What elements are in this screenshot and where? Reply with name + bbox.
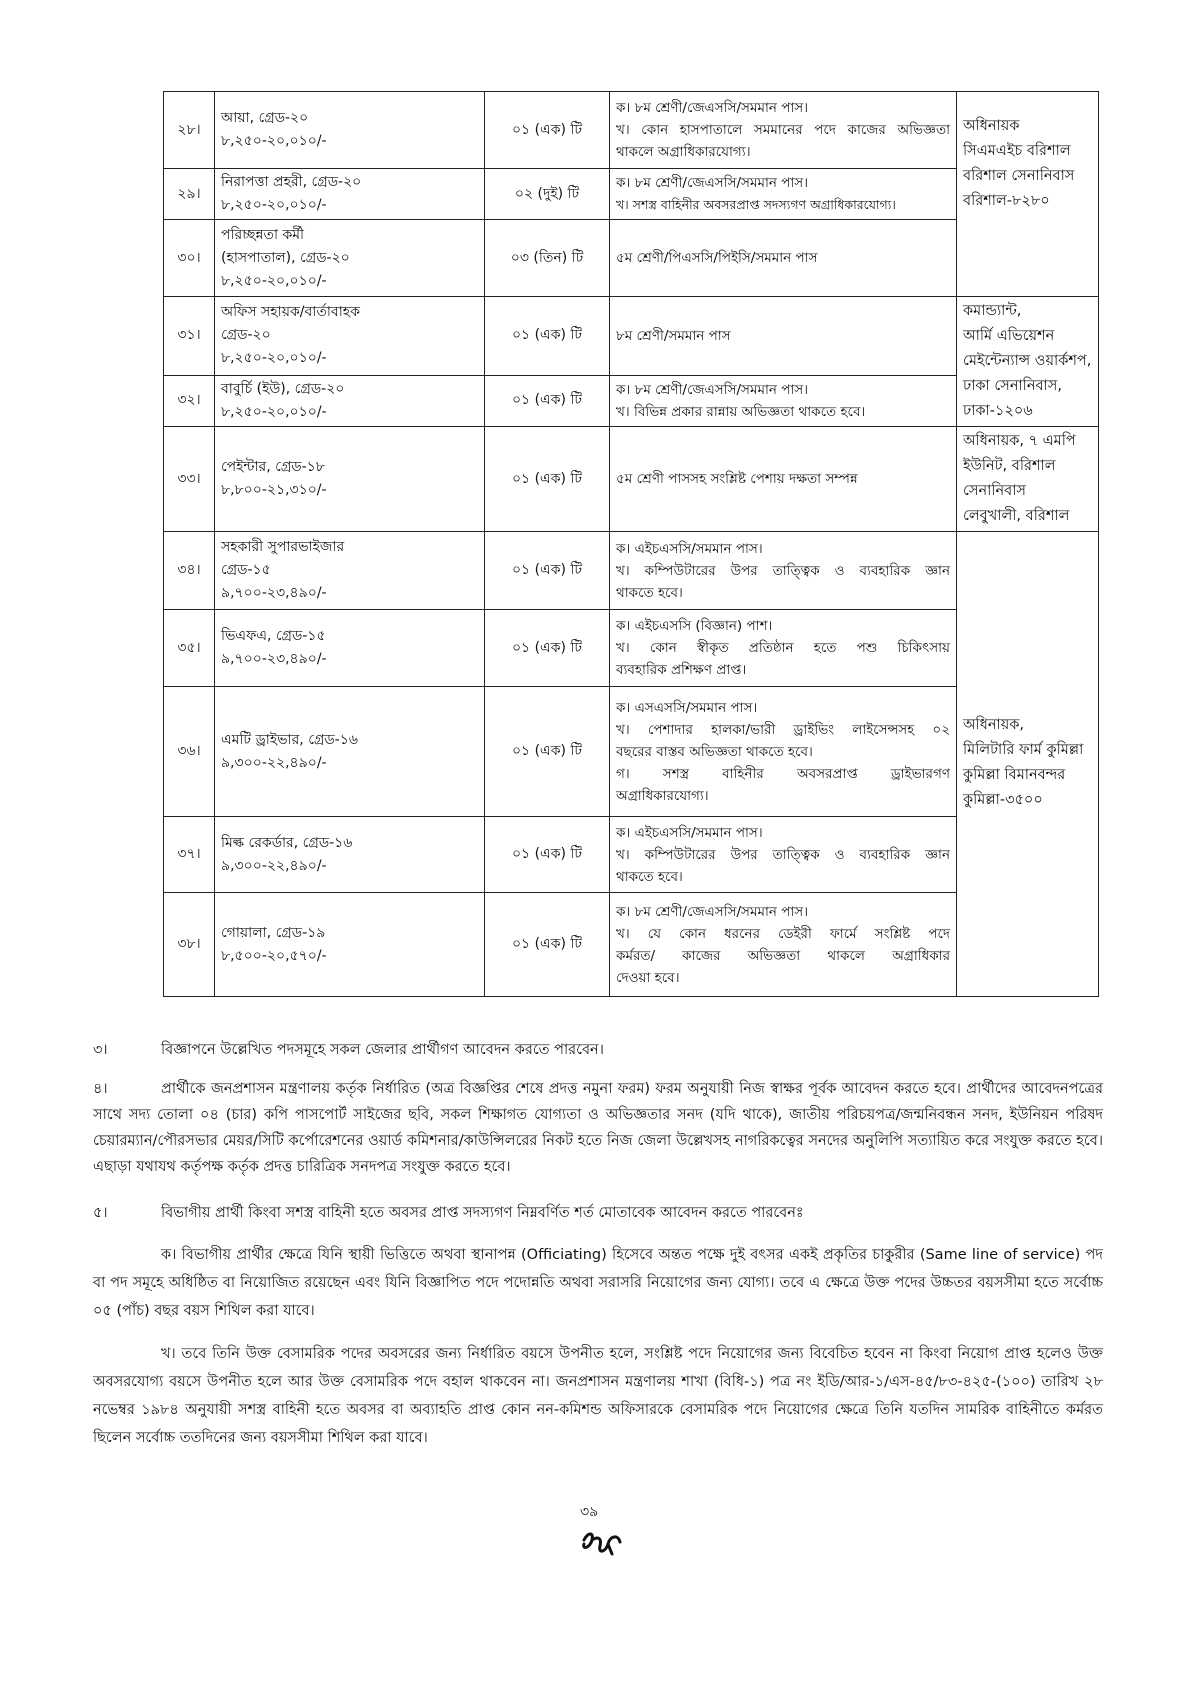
paragraph-4: [93, 1076, 1103, 1180]
paragraph-number: ৩।: [93, 1042, 108, 1058]
serial-number: ২৯।: [164, 169, 215, 220]
appointing-authority: অধিনায়ক, ৭ এমপি ইউনিট, বরিশাল সেনানিবাস লেবুখালী, বরিশাল: [957, 427, 1099, 532]
serial-number: ৩৫।: [164, 610, 215, 687]
job-table: [163, 91, 1099, 997]
qualification: ক। এইচএসসি/সমমান পাস। খ। কম্পিউটারের উপর তাত্ত্বিক ও ব্যবহারিক জ্ঞান থাকতে হবে।: [610, 532, 957, 610]
table-row: [164, 92, 1099, 169]
serial-number: ৩৩।: [164, 427, 215, 532]
post-name: পেইন্টার, গ্রেড-১৮ ৮,৮০০-২১,৩১০/-: [215, 427, 485, 532]
serial-number: ৩০।: [164, 220, 215, 297]
post-count: ০১ (এক) টি: [485, 375, 610, 426]
appointing-authority: অধিনায়ক, মিলিটারি ফার্ম কুমিল্লা কুমিল্লা বিমানবন্দর কুমিল্লা-৩৫০০: [957, 532, 1099, 997]
paragraph-text: বিভাগীয় প্রার্থী কিংবা সশস্ত্র বাহিনী হতে অবসর প্রাপ্ত সদস্যগণ নিম্নবর্ণিত শর্ত মোতাবেক আবেদন করতে পারবেনঃ: [161, 1205, 804, 1221]
qualification: ক। ৮ম শ্রেণী/জেএসসি/সমমান পাস। খ। বিভিন্ন প্রকার রান্নায় অভিজ্ঞতা থাকতে হবে।: [610, 375, 957, 426]
serial-number: ৩২।: [164, 375, 215, 426]
qualification: ক। এইচএসসি (বিজ্ঞান) পাশ। খ। কোন স্বীকৃত প্রতিষ্ঠান হতে পশু চিকিৎসায় ব্যবহারিক প্রশিক্ষণ প্রাপ্ত।: [610, 610, 957, 687]
serial-number: ৩৮।: [164, 893, 215, 997]
post-count: ০১ (এক) টি: [485, 92, 610, 169]
post-count: ০১ (এক) টি: [485, 427, 610, 532]
paragraph-text: বিজ্ঞাপনে উল্লেখিত পদসমূহে সকল জেলার প্রার্থীগণ আবেদন করতে পারবেন।: [161, 1042, 604, 1058]
post-count: ০২ (দুই) টি: [485, 169, 610, 220]
paragraph-number: ৫।: [93, 1205, 108, 1221]
table-row: [164, 297, 1099, 376]
qualification: ক। ৮ম শ্রেণী/জেএসসি/সমমান পাস। খ। কোন হাসপাতালে সমমানের পদে কাজের অভিজ্ঞতা থাকলে অগ্রাধিকারযোগ্য।: [610, 92, 957, 169]
paragraph-3: [93, 1037, 1103, 1063]
serial-number: ৩১।: [164, 297, 215, 376]
qualification: ৮ম শ্রেণী/সমমান পাস: [610, 297, 957, 376]
appointing-authority: কমান্ড্যান্ট, আর্মি এভিয়েশন মেইন্টেন্যান্স ওয়ার্কশপ, ঢাকা সেনানিবাস, ঢাকা-১২০৬: [957, 297, 1099, 427]
qualification: ক। ৮ম শ্রেণী/জেএসসি/সমমান পাস। খ। সশস্ত্র বাহিনীর অবসরপ্রাপ্ত সদস্যগণ অগ্রাধিকারযোগ্য।: [610, 169, 957, 220]
serial-number: ৩৬।: [164, 687, 215, 817]
post-name: এমটি ড্রাইভার, গ্রেড-১৬ ৯,৩০০-২২,৪৯০/-: [215, 687, 485, 817]
serial-number: ৩৭।: [164, 817, 215, 893]
table-row: [164, 427, 1099, 532]
paragraph-5: [93, 1200, 1103, 1226]
qualification: ক। এসএসসি/সমমান পাস। খ। পেশাদার হালকা/ভারী ড্রাইভিং লাইসেন্সসহ ০২ বছরের বাস্তব অভিজ্ঞতা থাকতে হবে। গ। সশস্ত্র বাহিনীর অবসরপ্রাপ্ত ড্রাইভারগণ অগ্রাধিকারযোগ্য।: [610, 687, 957, 817]
qualification: ক। ৮ম শ্রেণী/জেএসসি/সমমান পাস। খ। যে কোন ধরনের ডেইরী ফার্মে সংশ্লিষ্ট পদে কর্মরত/ কাজের অভিজ্ঞতা থাকলে অগ্রাধিকার দেওয়া হবে।: [610, 893, 957, 997]
paragraph-text: প্রার্থীকে জনপ্রশাসন মন্ত্রণালয় কর্তৃক নির্ধারিত (অত্র বিজ্ঞপ্তির শেষে প্রদত্ত নমুনা ফরম) ফরম অনুযায়ী নিজ স্বাক্ষর পূর্বক আবেদন করতে হবে। প্রার্থীদের আবেদনপত্রের সাথে সদ্য তোলা ০৪ (চার) কপি পাসপোর্ট সাইজের ছবি, সকল শিক্ষাগত যোগ্যতা ও অভিজ্ঞতার সনদ (যদি থাকে), জাতীয় পরিচয়পত্র/জন্মনিবন্ধন সনদ, ইউনিয়ন পরিষদ চেয়ারম্যান/পৌরসভার মেয়র/সিটি কর্পোরেশনের ওয়ার্ড কমিশনার/কাউন্সিলরের নিকট হতে নিজ জেলা উল্লেখসহ নাগরিকত্বের সনদের অনুলিপি সত্যায়িত করে সংযুক্ত করতে হবে। এছাড়া যথাযথ কর্তৃপক্ষ কর্তৃক প্রদত্ত চারিত্রিক সনদপত্র সংযুক্ত করতে হবে।: [93, 1081, 1103, 1175]
table-row: [164, 532, 1099, 610]
post-count: ০১ (এক) টি: [485, 893, 610, 997]
paragraph-number: ৪।: [93, 1081, 108, 1097]
qualification: ৫ম শ্রেণী পাসসহ সংশ্লিষ্ট পেশায় দক্ষতা সম্পন্ন: [610, 427, 957, 532]
post-count: ০১ (এক) টি: [485, 532, 610, 610]
post-name: সহকারী সুপারভাইজার গ্রেড-১৫ ৯,৭০০-২৩,৪৯০/-: [215, 532, 485, 610]
appointing-authority: অধিনায়ক সিএমএইচ বরিশাল বরিশাল সেনানিবাস বরিশাল-৮২৮০: [957, 92, 1099, 297]
qualification: ক। এইচএসসি/সমমান পাস। খ। কম্পিউটারের উপর তাত্ত্বিক ও ব্যবহারিক জ্ঞান থাকতে হবে।: [610, 817, 957, 893]
post-count: ০৩ (তিন) টি: [485, 220, 610, 297]
post-name: আয়া, গ্রেড-২০ ৮,২৫০-২০,০১০/-: [215, 92, 485, 169]
post-name: মিল্ক রেকর্ডার, গ্রেড-১৬ ৯,৩০০-২২,৪৯০/-: [215, 817, 485, 893]
clause-kha: খ। তবে তিনি উক্ত বেসামরিক পদের অবসরের জন্য নির্ধারিত বয়সে উপনীত হলে, সংশ্লিষ্ট পদে নিয়োগের জন্য বিবেচিত হবেন না কিংবা নিয়োগ প্রাপ্ত হলেও উক্ত অবসরযোগ্য বয়সে উপনীত হলে আর উক্ত বেসামরিক পদে বহাল থাকবেন না। জনপ্রশাসন মন্ত্রণালয় শাখা (বিধি-১) পত্র নং ইডি/আর-১/এস-৪৫/৮৩-৪২৫-(১০০) তারিখ ২৮ নভেম্বর ১৯৮৪ অনুযায়ী সশস্ত্র বাহিনী হতে অবসর বা অব্যাহতি প্রাপ্ত কোন নন-কমিশন্ড অফিসারকে বেসামরিক পদে নিয়োগের ক্ষেত্রে তিনি যতদিন সামরিক বাহিনীতে কর্মরত ছিলেন সর্বোচ্চ ততদিনের জন্য বয়সসীমা শিথিল করা যাবে।: [93, 1346, 1103, 1446]
post-count: ০১ (এক) টি: [485, 297, 610, 376]
clause-ka: ক। বিভাগীয় প্রার্থীর ক্ষেত্রে যিনি স্থায়ী ভিত্তিতে অথবা স্থানাপন্ন (Officiating) হিসেবে অন্তত পক্ষে দুই বৎসর একই প্রকৃতির চাকুরীর (Same line of service) পদ বা পদ সমূহে অধিষ্ঠিত বা নিয়োজিত রয়েছেন এবং যিনি বিজ্ঞাপিত পদে পদোন্নতি অথবা সরাসরি নিয়োগের জন্য যোগ্য। তবে এ ক্ষেত্রে উক্ত পদের উচ্চতর বয়সসীমা হতে সর্বোচ্চ ০৫ (পাঁচ) বছর বয়স শিথিল করা যাবে।: [93, 1247, 1103, 1319]
post-name: অফিস সহায়ক/বার্তাবাহক গ্রেড-২০ ৮,২৫০-২০,০১০/-: [215, 297, 485, 376]
page-number: ৩৯: [580, 1504, 599, 1520]
post-count: ০১ (এক) টি: [485, 687, 610, 817]
post-name: গোয়ালা, গ্রেড-১৯ ৮,৫০০-২০,৫৭০/-: [215, 893, 485, 997]
post-name: নিরাপত্তা প্রহরী, গ্রেড-২০ ৮,২৫০-২০,০১০/-: [215, 169, 485, 220]
serial-number: ৩৪।: [164, 532, 215, 610]
post-name: বাবুর্চি (ইউ), গ্রেড-২০ ৮,২৫০-২০,০১০/-: [215, 375, 485, 426]
post-count: ০১ (এক) টি: [485, 817, 610, 893]
qualification: ৫ম শ্রেণী/পিএসসি/পিইসি/সমমান পাস: [610, 220, 957, 297]
post-name: পরিচ্ছন্নতা কর্মী (হাসপাতাল), গ্রেড-২০ ৮,২৫০-২০,০১০/-: [215, 220, 485, 297]
post-name: ভিএফএ, গ্রেড-১৫ ৯,৭০০-২৩,৪৯০/-: [215, 610, 485, 687]
serial-number: ২৮।: [164, 92, 215, 169]
post-count: ০১ (এক) টি: [485, 610, 610, 687]
handwritten-initial: [578, 1526, 626, 1560]
